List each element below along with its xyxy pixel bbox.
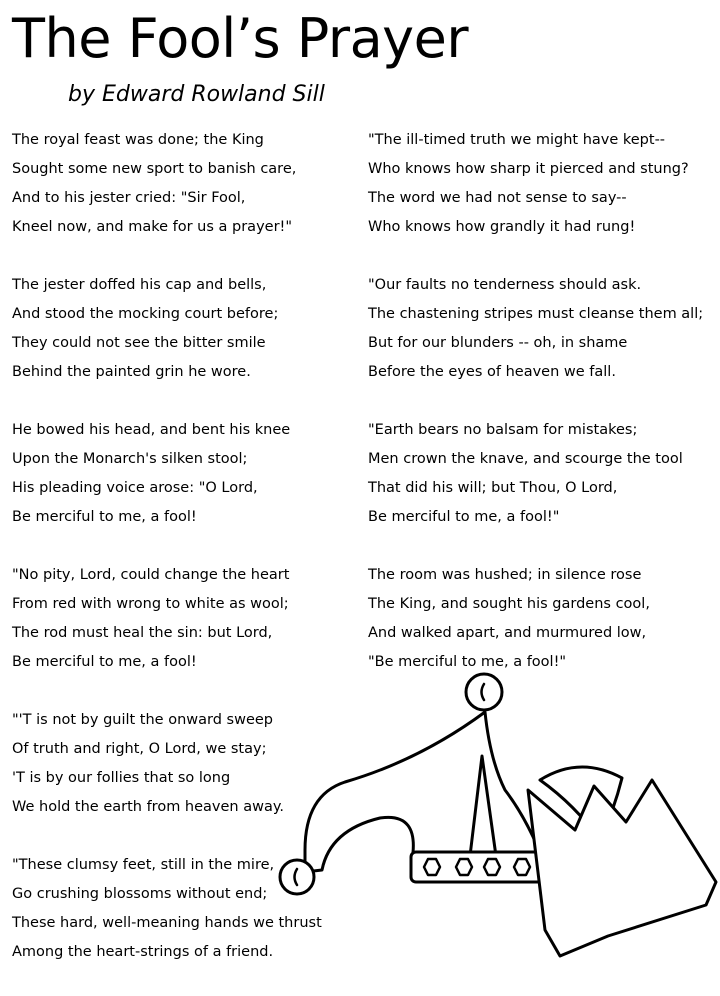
- poem-line: Go crushing blossoms without end;: [12, 886, 268, 902]
- poem-byline: by Edward Rowland Sill: [68, 82, 325, 107]
- crown-icon: [528, 780, 716, 956]
- poem-line: The jester doffed his cap and bells,: [12, 277, 267, 293]
- poem-line: He bowed his head, and bent his knee: [12, 422, 291, 438]
- poem-line: The word we had not sense to say--: [368, 190, 627, 206]
- poem-line: And to his jester cried: "Sir Fool,: [12, 190, 246, 206]
- poem-line: And stood the mocking court before;: [12, 306, 279, 322]
- poem-line: The chastening stripes must cleanse them all;: [368, 306, 704, 322]
- poem-line: Who knows how sharp it pierced and stung?: [368, 161, 689, 177]
- poem-line: The King, and sought his gardens cool,: [368, 596, 650, 612]
- poem-line: His pleading voice arose: "O Lord,: [12, 480, 258, 496]
- poem-line: From red with wrong to white as wool;: [12, 596, 289, 612]
- poem-line: "No pity, Lord, could change the heart: [12, 567, 290, 583]
- poem-title: The Fool’s Prayer: [12, 7, 469, 70]
- poem-line: 'T is by our follies that so long: [12, 770, 231, 786]
- poem-line: The room was hushed; in silence rose: [368, 567, 642, 583]
- poem-line: We hold the earth from heaven away.: [12, 799, 284, 815]
- poem-line: Be merciful to me, a fool!": [368, 509, 560, 525]
- poem-line: Upon the Monarch's silken stool;: [12, 451, 248, 467]
- poem-line: "These clumsy feet, still in the mire,: [12, 857, 275, 873]
- poem-line: Be merciful to me, a fool!: [12, 654, 197, 670]
- poem-line: "Be merciful to me, a fool!": [368, 654, 567, 670]
- poem-line: They could not see the bitter smile: [12, 335, 266, 351]
- poem-line: These hard, well-meaning hands we thrust: [12, 915, 322, 931]
- poem-line: Of truth and right, O Lord, we stay;: [12, 741, 267, 757]
- poem-line: "'T is not by guilt the onward sweep: [12, 712, 273, 728]
- poem-line: Behind the painted grin he wore.: [12, 364, 251, 380]
- poem-line: "Our faults no tenderness should ask.: [368, 277, 642, 293]
- poem-line: The royal feast was done; the King: [12, 132, 264, 148]
- poem-line: "Earth bears no balsam for mistakes;: [368, 422, 638, 438]
- poem-line: That did his will; but Thou, O Lord,: [368, 480, 618, 496]
- poem-line: Be merciful to me, a fool!: [12, 509, 197, 525]
- poem-line: Kneel now, and make for us a prayer!": [12, 219, 293, 235]
- poem-line: Sought some new sport to banish care,: [12, 161, 297, 177]
- poem-line: And walked apart, and murmured low,: [368, 625, 647, 641]
- poem-line: "The ill-timed truth we might have kept--: [368, 132, 666, 148]
- poem-line: But for our blunders -- oh, in shame: [368, 335, 628, 351]
- poem-line: Who knows how grandly it had rung!: [368, 219, 636, 235]
- poem-line: The rod must heal the sin: but Lord,: [12, 625, 273, 641]
- poem-line: Among the heart-strings of a friend.: [12, 944, 274, 960]
- poem-line: Men crown the knave, and scourge the tool: [368, 451, 683, 467]
- poem-line: Before the eyes of heaven we fall.: [368, 364, 616, 380]
